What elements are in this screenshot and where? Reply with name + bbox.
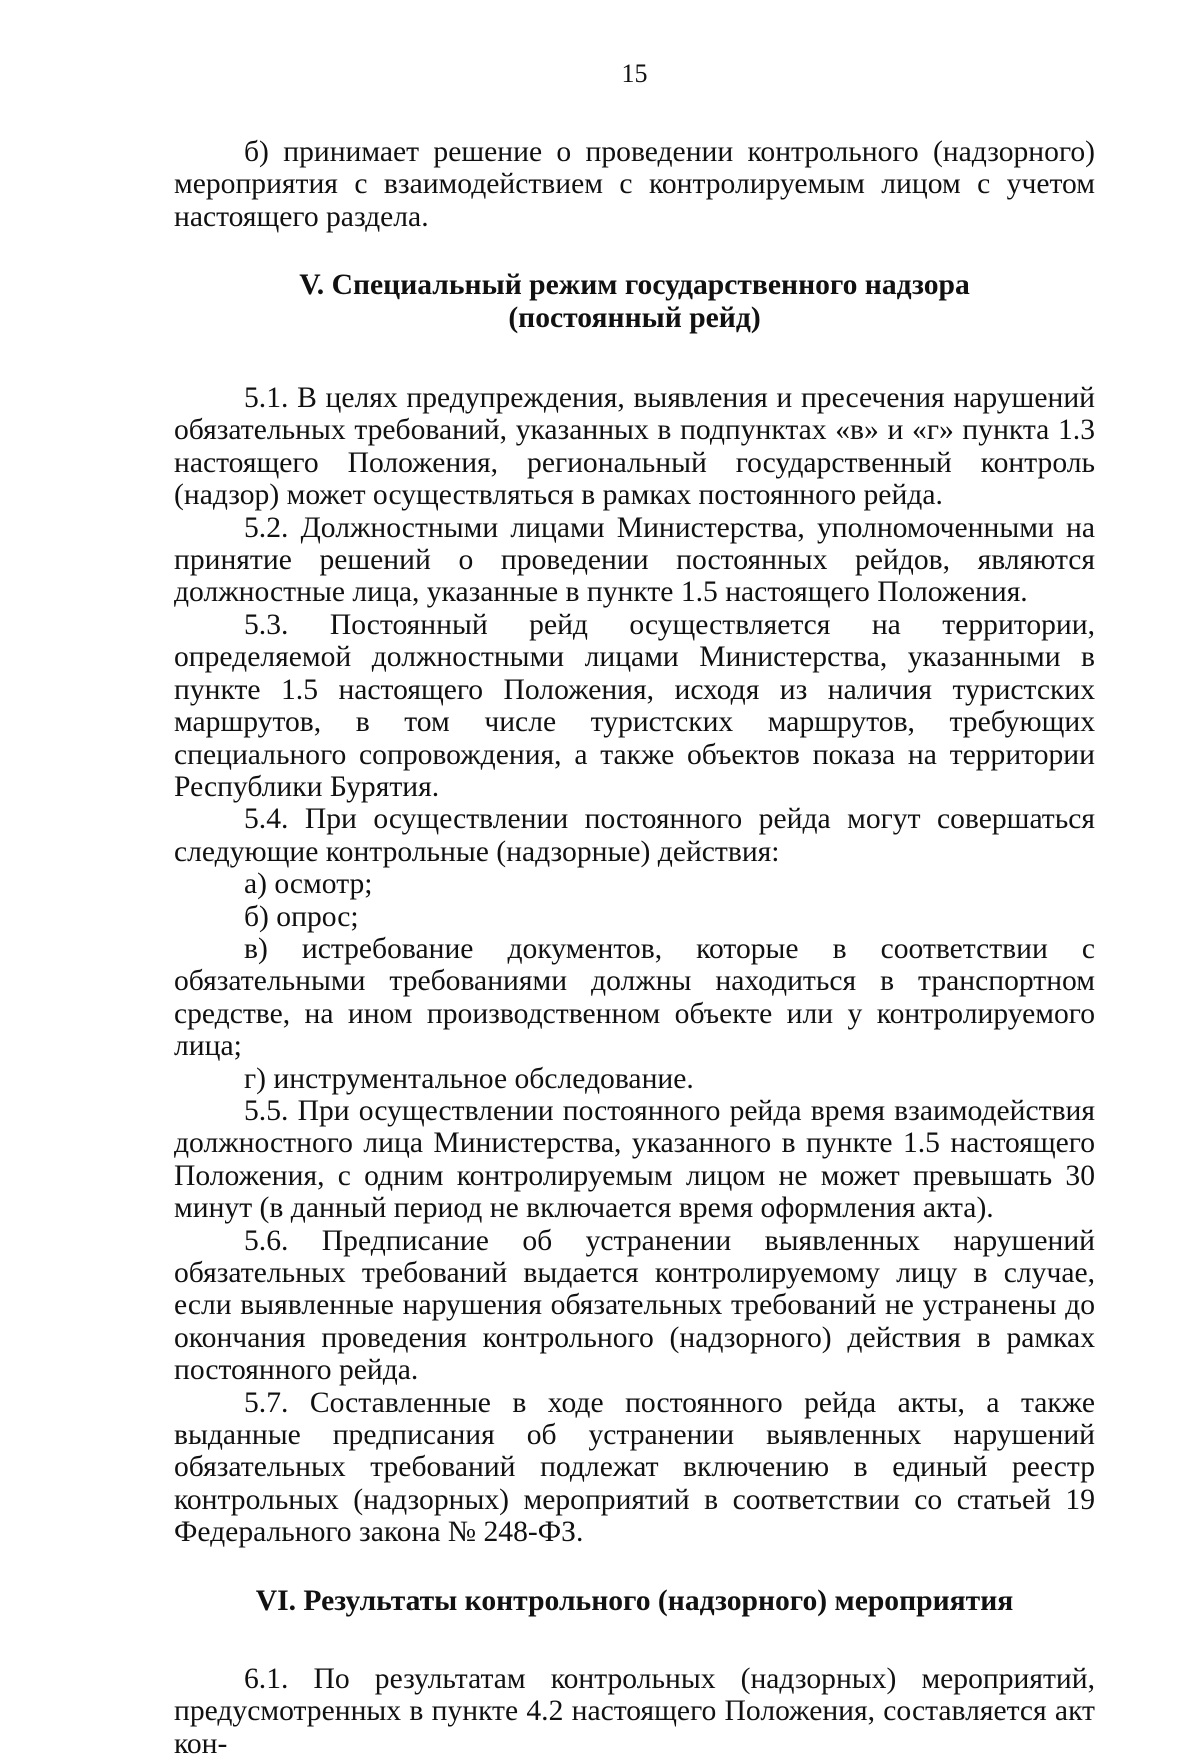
section-v-heading [174, 269, 1095, 334]
section-v-title-line2: (постоянный рейд) [508, 301, 761, 334]
intro-paragraph: б) принимает решение о проведении контрольного (надзорного) мероприятия с взаимодействием с контролируемым лицом с учетом настоящего раздела. [174, 136, 1095, 233]
action-item-g: г) инструментальное обследование. [244, 1062, 694, 1095]
paragraph-6-1: 6.1. По результатам контрольных (надзорных) мероприятий, предусмотренных в пункте 4.2 настоящего Положения, составляется акт кон- [174, 1663, 1095, 1760]
action-item-b: б) опрос; [244, 900, 359, 933]
paragraph-5-7: 5.7. Составленные в ходе постоянного рейда акты, а также выданные предписания об устранении выявленных нарушений обязательных требований подлежат включению в единый реестр контрольных (надзорных) мероприятий в соответствии со статьей 19 Федерального закона № 248-ФЗ. [174, 1386, 1095, 1549]
paragraph-5-1: 5.1. В целях предупреждения, выявления и пресечения нарушений обязательных требований, указанных в подпунктах «в» и «г» пункта 1.3 настоящего Положения, региональный государственный контроль (надзор) может осуществляться в рамках постоянного рейда. [174, 382, 1095, 512]
document-page [174, 58, 1095, 1760]
paragraph-5-5: 5.5. При осуществлении постоянного рейда время взаимодействия должностного лица Министерства, указанного в пункте 1.5 настоящего Положения, с одним контролируемым лицом не может превышать 30 минут (в данный период не включается время оформления акта). [174, 1094, 1095, 1225]
action-item-a: а) осмотр; [244, 868, 373, 901]
paragraph-5-2: 5.2. Должностными лицами Министерства, уполномоченными на принятие решений о проведении постоянных рейдов, являются должностные лица, указанные в пункте 1.5 настоящего Положения. [174, 511, 1095, 609]
paragraph-5-6: 5.6. Предписание об устранении выявленных нарушений обязательных требований выдается контролируемому лицу в случае, если выявленные нарушения обязательных требований не устранены до окончания проведения контрольного (надзорного) действия в рамках постоянного рейда. [174, 1224, 1095, 1387]
paragraph-5-4: 5.4. При осуществлении постоянного рейда могут совершаться следующие контрольные (надзорные) действия: [174, 803, 1095, 868]
section-vi-title: VI. Результаты контрольного (надзорного) мероприятия [255, 1584, 1014, 1617]
action-item-v: в) истребование документов, которые в соответствии с обязательными требованиями должны находиться в транспортном средстве, на ином производственном объекте или у контролируемого лица; [174, 932, 1095, 1063]
paragraph-5-3: 5.3. Постоянный рейд осуществляется на территории, определяемой должностными лицами Министерства, указанными в пункте 1.5 настоящего Положения, исходя из наличия туристских маршрутов, в том числе туристских маршрутов, требующих специального сопровождения, а также объектов показа на территории Республики Бурятия. [174, 608, 1095, 803]
section-v-title-line1: V. Специальный режим государственного надзора [299, 269, 970, 302]
section-vi-heading [174, 1585, 1095, 1617]
page-number: 15 [621, 59, 648, 88]
